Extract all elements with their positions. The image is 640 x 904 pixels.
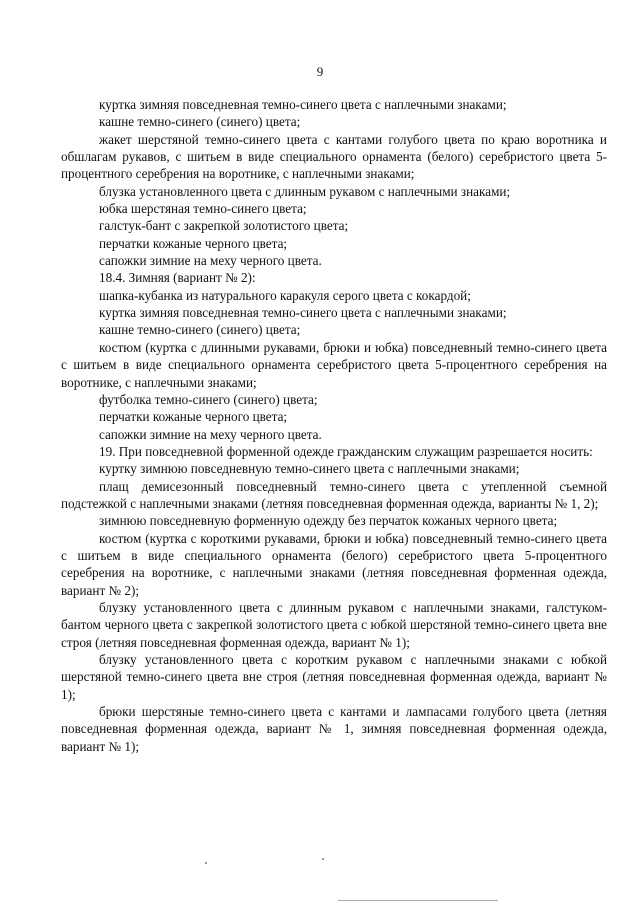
page-number: 9 — [316, 64, 324, 79]
paragraph: куртка зимняя повседневная темно-синего цвета с наплечными знаками; — [99, 305, 507, 321]
paragraph: куртку зимнюю повседневную темно-синего цвета с наплечными знаками; — [99, 461, 520, 477]
paragraph: брюки шерстяные темно-синего цвета с кантами и лампасами голубого цвета (летняя повседневная форменная одежда, вариант № 1, зимняя повседневная форменная одежда, вариант № 1); — [61, 704, 607, 754]
paragraph: перчатки кожаные черного цвета; — [99, 409, 288, 425]
paragraph: блузка установленного цвета с длинным рукавом с наплечными знаками; — [99, 183, 511, 199]
paragraph: юбка шерстяная темно-синего цвета; — [99, 201, 307, 217]
paragraph: кашне темно-синего (синего) цвета; — [99, 322, 301, 338]
paragraph: куртка зимняя повседневная темно-синего цвета с наплечными знаками; — [99, 97, 507, 112]
paragraph: футболка темно-синего (синего) цвета; — [99, 391, 318, 407]
document-body — [61, 96, 607, 755]
paragraph: сапожки зимние на меху черного цвета. — [99, 253, 322, 269]
section-heading: 19. При повседневной форменной одежде гражданским служащим разрешается носить: — [99, 443, 593, 459]
paragraph: плащ демисезонный повседневный темно-синего цвета с утепленной съемной подстежкой с наплечными знаками (летняя повседневная форменная одежда, варианты № 1, 2); — [61, 478, 607, 511]
paragraph: сапожки зимние на меху черного цвета. — [99, 426, 322, 442]
paragraph: костюм (куртка с длинными рукавами, брюки и юбка) повседневный темно-синего цвета с шитьем в виде специального орнамента серебристого цвета 5-процентного серебрения на воротнике, с наплечными знаками; — [61, 339, 607, 390]
paragraph: жакет шерстяной темно-синего цвета с кантами голубого цвета по краю воротника и обшлагам рукавов, с шитьем в виде специального орнамента (белого) серебристого цвета 5-процентного серебрения на воротнике, с наплечными знаками; — [61, 131, 607, 182]
paragraph: шапка-кубанка из натурального каракуля серого цвета с кокардой; — [99, 287, 471, 303]
paragraph: зимнюю повседневную форменную одежду без перчаток кожаных черного цвета; — [99, 513, 558, 529]
section-heading: 18.4. Зимняя (вариант № 2): — [99, 270, 256, 286]
paragraph: кашне темно-синего (синего) цвета; — [99, 114, 301, 130]
paragraph: галстук-бант с закрепкой золотистого цвета; — [99, 218, 349, 234]
scan-artifact — [205, 862, 207, 864]
paragraph: костюм (куртка с короткими рукавами, брюки и юбка) повседневный темно-синего цвета с шитьем в виде специального орнамента (белого) серебристого цвета 5-процентного серебрения на воротнике, с наплечными знаками (летняя повседневная форменная одежда, вариант № 2); — [61, 530, 607, 598]
paragraph: блузку установленного цвета с коротким рукавом с наплечными знаками с юбкой шерстяной темно-синего цвета вне строя (летняя повседневная форменная одежда, вариант № 1); — [61, 652, 607, 702]
scan-artifact — [338, 900, 498, 901]
paragraph: блузку установленного цвета с длинным рукавом с наплечными знаками, галстуком-бантом черного цвета с закрепкой золотистого цвета с юбкой шерстяной темно-синего цвета вне строя (летняя повседневная форменная одежда, вариант № 1); — [61, 599, 607, 650]
scan-artifact — [322, 858, 324, 860]
paragraph: перчатки кожаные черного цвета; — [99, 235, 288, 251]
